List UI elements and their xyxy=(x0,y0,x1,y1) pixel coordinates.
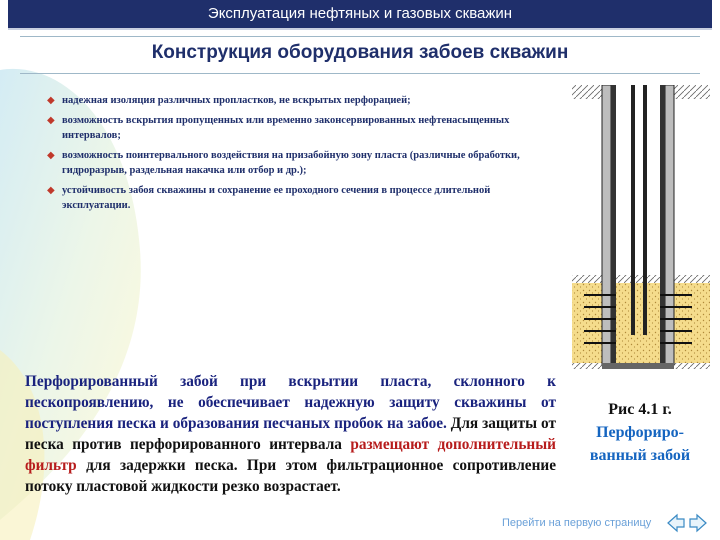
caption-number: Рис 4.1 г. xyxy=(608,401,672,418)
divider-bottom xyxy=(20,73,700,74)
figure-caption xyxy=(580,398,700,467)
first-page-link[interactable]: Перейти на первую страницу xyxy=(502,517,652,529)
caption-text: Перфориро-ванный забой xyxy=(589,424,691,464)
well-diagram xyxy=(570,85,712,385)
bullet-icon: ◆ xyxy=(47,115,55,126)
header-bar xyxy=(8,0,712,30)
double-arrow-icon[interactable] xyxy=(666,512,708,534)
bullet-list xyxy=(47,93,547,218)
main-paragraph: Перфорированный забой при вскрытии пласта, склонного к пескопроявлению, не обеспечивает надежную защиту скважины от поступления песка и образования песчаных пробок на забое. Для защиты от песка против перфорированного интервала размещают дополнительный фильтр для задержки песка. При этом фильтрационное сопротивление потоку пластовой жидкости резко возрастает. xyxy=(25,373,556,495)
list-item: ◆ возможность вскрытия пропущенных или временно законсервированных нефтенасыщенных интервалов; xyxy=(47,115,510,141)
bullet-icon: ◆ xyxy=(47,185,55,196)
paragraph-second-part: Для защиты от песка против перфорированного интервала размещают дополнительный фильтр для задержки песка. При этом фильтрационное сопротивление потоку пластовой жидкости резко возрастает. xyxy=(25,415,556,495)
list-item: ◆ устойчивость забоя скважины и сохранение ее проходного сечения в процессе длительной эксплуатации. xyxy=(47,185,491,211)
header-title: Эксплуатация нефтяных и газовых скважин xyxy=(207,5,513,22)
bullet-icon: ◆ xyxy=(47,150,55,161)
highlight-text: размещают дополнительный фильтр xyxy=(25,436,556,474)
page-title: Конструкция оборудования забоев скважин xyxy=(151,42,569,63)
list-item: ◆ возможность поинтервального воздействия на призабойную зону пласта (различные обработки, гидроразрыв, раздельная накачка или отбор и др.); xyxy=(47,150,520,176)
divider-top xyxy=(20,36,700,37)
bullet-icon: ◆ xyxy=(47,95,55,106)
list-item: ◆ надежная изоляция различных пропластков, не вскрытых перфорацией; xyxy=(47,95,411,106)
